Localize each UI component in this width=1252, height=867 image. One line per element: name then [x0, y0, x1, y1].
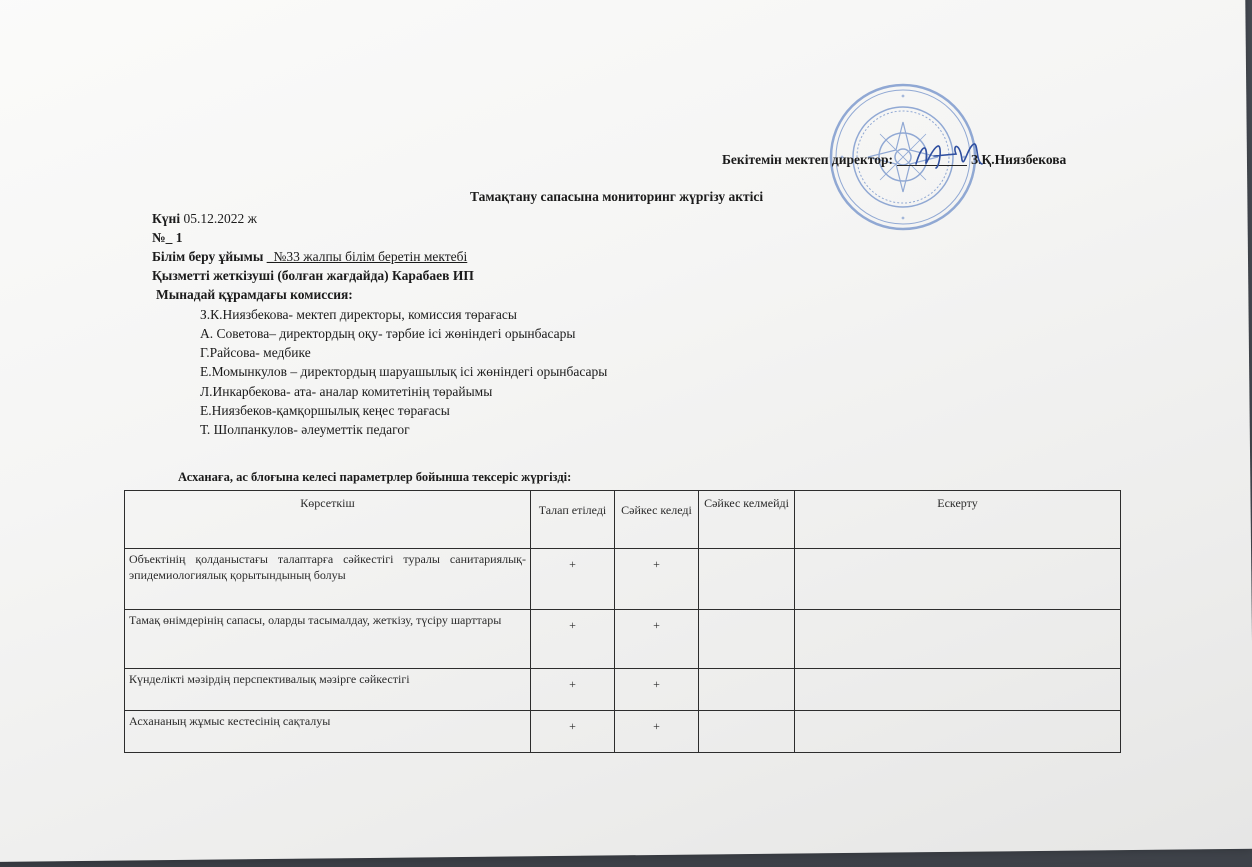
required-cell: +: [531, 549, 615, 610]
table-row: [125, 669, 1121, 711]
approval-name: З.Қ.Ниязбекова: [971, 152, 1067, 167]
indicator-cell: Тамақ өнімдерінің сапасы, оларды тасымалдау, жеткізу, түсіру шарттары: [125, 610, 531, 669]
supplier-line: Қызметті жеткізуші (болған жағдайда) Карабаев ИП: [152, 268, 474, 283]
match-cell: +: [615, 711, 699, 753]
date-label: Күні: [152, 211, 181, 226]
commission-member: Л.Инкарбекова- ата- аналар комитетінің төрайымы: [200, 384, 493, 399]
date-value: 05.12.2022 ж: [183, 211, 257, 226]
indicator-cell: Күнделікті мәзірдің перспективалық мәзірге сәйкестігі: [125, 669, 531, 711]
commission-label: Мынадай құрамдағы комиссия:: [156, 287, 353, 302]
note-cell: [795, 669, 1121, 711]
check-intro: Асханаға, ас блоғына келесі параметрлер бойынша тексеріс жүргізді:: [178, 470, 572, 484]
match-cell: +: [615, 610, 699, 669]
commission-member: Е.Ниязбеков-қамқоршылық кеңес төрағасы: [200, 403, 450, 418]
column-header-note: Ескерту: [795, 491, 1121, 549]
organization-value: _№33 жалпы білім беретін мектебі: [266, 249, 468, 264]
note-cell: [795, 610, 1121, 669]
table-row: [125, 711, 1121, 753]
organization-line: [152, 249, 467, 265]
required-cell: +: [531, 711, 615, 753]
nomatch-cell: [699, 711, 795, 753]
commission-member: З.К.Ниязбекова- мектеп директоры, комиссия төрағасы: [200, 307, 517, 322]
column-header-indicator: Көрсеткіш: [125, 491, 531, 549]
table-row: [125, 549, 1121, 610]
act-number: №_ 1: [152, 230, 183, 245]
nomatch-cell: [699, 669, 795, 711]
signature-icon: [912, 140, 986, 172]
approval-label: Бекітемін мектеп директор:: [722, 152, 894, 167]
table-row: [125, 610, 1121, 669]
indicator-cell: Объектінің қолданыстағы талаптарға сәйкестігі туралы санитариялық-эпидемиологиялық қорытындының болуы: [125, 549, 531, 610]
match-cell: +: [615, 669, 699, 711]
commission-member: Г.Райсова- медбике: [200, 345, 311, 360]
table-header-row: [125, 491, 1121, 549]
nomatch-cell: [699, 549, 795, 610]
note-cell: [795, 549, 1121, 610]
column-header-required: Талап етіледі: [531, 491, 615, 549]
commission-member: Е.Момынкулов – директордың шаруашылық ісі жөніндегі орынбасары: [200, 364, 608, 379]
nomatch-cell: [699, 610, 795, 669]
indicator-cell: Асхананың жұмыс кестесінің сақталуы: [125, 711, 531, 753]
column-header-nomatch: Сәйкес келмейді: [699, 491, 795, 549]
required-cell: +: [531, 610, 615, 669]
column-header-match: Сәйкес келеді: [615, 491, 699, 549]
match-cell: +: [615, 549, 699, 610]
required-cell: +: [531, 669, 615, 711]
commission-member: Т. Шолпанкулов- әлеуметтік педагог: [200, 422, 410, 437]
date-line: [152, 211, 257, 227]
document-title: Тамақтану сапасына мониторинг жүргізу актісі: [470, 189, 764, 204]
organization-label: Білім беру ұйымы: [152, 249, 264, 264]
commission-member: А. Советова– директордың оқу- тәрбие ісі жөніндегі орынбасары: [200, 326, 576, 341]
note-cell: [795, 711, 1121, 753]
monitoring-table: [124, 490, 1121, 753]
approval-line: [722, 152, 1066, 168]
